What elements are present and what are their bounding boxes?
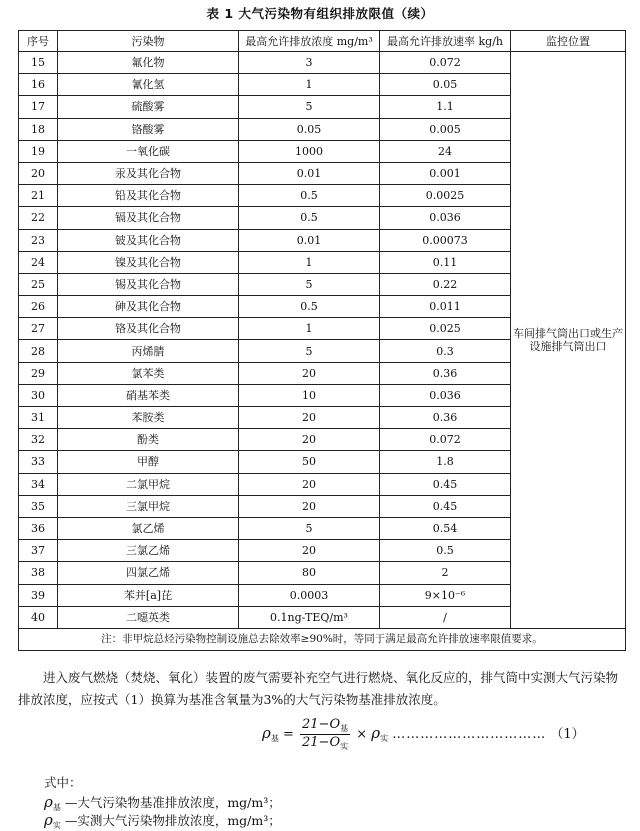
cell-concentration: 20	[239, 429, 380, 451]
cell-concentration: 1	[239, 318, 380, 340]
cell-pollutant: 氟化物	[58, 52, 239, 74]
cell-rate: 0.0025	[380, 185, 511, 207]
cell-no: 28	[19, 340, 58, 362]
cell-pollutant: 三氯乙烯	[58, 540, 239, 562]
cell-rate: 1.8	[380, 451, 511, 473]
cell-concentration: 0.0003	[239, 584, 380, 606]
cell-concentration: 20	[239, 407, 380, 429]
cell-rate: 0.45	[380, 473, 511, 495]
cell-concentration: 80	[239, 562, 380, 584]
cell-pollutant: 苯胺类	[58, 407, 239, 429]
cell-no: 15	[19, 52, 58, 74]
table-row	[19, 52, 626, 74]
cell-concentration: 20	[239, 473, 380, 495]
cell-no: 22	[19, 207, 58, 229]
cell-no: 32	[19, 429, 58, 451]
header-concentration: 最高允许排放浓度 mg/m³	[239, 31, 380, 52]
cell-no: 37	[19, 540, 58, 562]
header-rate: 最高允许排放速率 kg/h	[380, 31, 511, 52]
cell-rate: 0.036	[380, 207, 511, 229]
cell-concentration: 0.5	[239, 207, 380, 229]
cell-rate: 0.45	[380, 495, 511, 517]
formula-rhs-sub: 实	[380, 734, 389, 743]
cell-no: 21	[19, 185, 58, 207]
cell-rate: 0.005	[380, 118, 511, 140]
definition-rho-base: $\rho_基$ —大气污染物基准排放浓度，mg/m³；	[44, 793, 281, 812]
header-monitor: 监控位置	[511, 31, 626, 52]
formula-number: （1）	[550, 727, 585, 742]
cell-rate: 2	[380, 562, 511, 584]
cell-rate: /	[380, 606, 511, 628]
table-header-row	[19, 31, 626, 52]
cell-rate: 0.00073	[380, 229, 511, 251]
cell-concentration: 0.1ng-TEQ/m³	[239, 606, 380, 628]
cell-pollutant: 锡及其化合物	[58, 273, 239, 295]
cell-pollutant: 硫酸雾	[58, 96, 239, 118]
cell-no: 38	[19, 562, 58, 584]
cell-rate: 1.1	[380, 96, 511, 118]
cell-concentration: 20	[239, 362, 380, 384]
conversion-paragraph: 进入废气燃烧（焚烧、氧化）装置的废气需要补充空气进行燃烧、氧化反应的，排气筒中实测大气污染物排放浓度，应按式（1）换算为基准含氧量为3%的大气污染物基准排放浓度。	[18, 670, 619, 707]
cell-no: 23	[19, 229, 58, 251]
table-caption: 表 1 大气污染物有组织排放限值（续）	[206, 6, 434, 21]
cell-no: 24	[19, 251, 58, 273]
cell-concentration: 1000	[239, 140, 380, 162]
cell-no: 20	[19, 162, 58, 184]
cell-concentration: 0.05	[239, 118, 380, 140]
cell-pollutant: 硝基苯类	[58, 384, 239, 406]
cell-no: 19	[19, 140, 58, 162]
cell-pollutant: 酚类	[58, 429, 239, 451]
definition-rho-measured: $\rho_实$ —实测大气污染物排放浓度，mg/m³；	[44, 811, 281, 830]
cell-concentration: 1	[239, 251, 380, 273]
formula-rhs: ρ	[371, 724, 381, 742]
cell-pollutant: 镍及其化合物	[58, 251, 239, 273]
cell-rate: 0.5	[380, 540, 511, 562]
formula-times: ×	[356, 727, 368, 742]
cell-concentration: 5	[239, 273, 380, 295]
cell-no: 18	[19, 118, 58, 140]
cell-monitor-location: 车间排气筒出口或生产设施排气筒出口	[511, 52, 626, 629]
cell-rate: 0.11	[380, 251, 511, 273]
cell-pollutant: 苯并[a]芘	[58, 584, 239, 606]
header-pollutant: 污染物	[58, 31, 239, 52]
formula-1	[262, 717, 622, 767]
cell-no: 36	[19, 517, 58, 539]
header-no: 序号	[19, 31, 58, 52]
cell-pollutant: 铬及其化合物	[58, 318, 239, 340]
formula-lhs: ρ	[262, 724, 271, 742]
cell-rate: 0.3	[380, 340, 511, 362]
emission-limits-table	[18, 30, 626, 651]
cell-no: 34	[19, 473, 58, 495]
cell-pollutant: 铍及其化合物	[58, 229, 239, 251]
cell-no: 39	[19, 584, 58, 606]
cell-no: 25	[19, 273, 58, 295]
cell-concentration: 20	[239, 540, 380, 562]
formula-lhs-sub: 基	[270, 734, 279, 743]
cell-concentration: 20	[239, 495, 380, 517]
formula-numerator: $21-O_基$	[302, 717, 349, 733]
cell-concentration: 0.01	[239, 162, 380, 184]
cell-pollutant: 四氯乙烯	[58, 562, 239, 584]
table-note-row	[19, 628, 626, 650]
cell-rate: 24	[380, 140, 511, 162]
cell-rate: 0.001	[380, 162, 511, 184]
cell-concentration: 0.5	[239, 296, 380, 318]
cell-pollutant: 铬酸雾	[58, 118, 239, 140]
cell-rate: 0.036	[380, 384, 511, 406]
cell-rate: 0.36	[380, 407, 511, 429]
cell-rate: 9×10⁻⁶	[380, 584, 511, 606]
cell-pollutant: 一氧化碳	[58, 140, 239, 162]
cell-concentration: 5	[239, 340, 380, 362]
cell-pollutant: 汞及其化合物	[58, 162, 239, 184]
cell-pollutant: 镉及其化合物	[58, 207, 239, 229]
cell-concentration: 5	[239, 517, 380, 539]
cell-rate: 0.072	[380, 429, 511, 451]
cell-pollutant: 氯苯类	[58, 362, 239, 384]
cell-concentration: 5	[239, 96, 380, 118]
cell-rate: 0.011	[380, 296, 511, 318]
cell-rate: 0.025	[380, 318, 511, 340]
cell-pollutant: 三氯甲烷	[58, 495, 239, 517]
cell-no: 30	[19, 384, 58, 406]
table-note: 注：非甲烷总烃污染物控制设施总去除效率≥90%时，等同于满足最高允许排放速率限值要求。	[19, 628, 626, 650]
cell-no: 35	[19, 495, 58, 517]
cell-rate: 0.36	[380, 362, 511, 384]
cell-pollutant: 氰化氢	[58, 74, 239, 96]
cell-concentration: 0.5	[239, 185, 380, 207]
cell-no: 40	[19, 606, 58, 628]
cell-pollutant: 铅及其化合物	[58, 185, 239, 207]
cell-no: 26	[19, 296, 58, 318]
cell-pollutant: 砷及其化合物	[58, 296, 239, 318]
cell-rate: 0.54	[380, 517, 511, 539]
cell-pollutant: 丙烯腈	[58, 340, 239, 362]
cell-no: 16	[19, 74, 58, 96]
cell-pollutant: 二噁英类	[58, 606, 239, 628]
cell-no: 33	[19, 451, 58, 473]
cell-no: 27	[19, 318, 58, 340]
cell-pollutant: 二氯甲烷	[58, 473, 239, 495]
cell-rate: 0.05	[380, 74, 511, 96]
formula-dots: ……………………………	[392, 727, 547, 742]
formula-denominator: $21-O_实$	[302, 735, 349, 751]
cell-pollutant: 甲醇	[58, 451, 239, 473]
cell-rate: 0.22	[380, 273, 511, 295]
cell-concentration: 1	[239, 74, 380, 96]
cell-no: 17	[19, 96, 58, 118]
where-label: 式中：	[44, 775, 82, 790]
cell-no: 29	[19, 362, 58, 384]
formula-equals: =	[282, 727, 294, 742]
cell-pollutant: 氯乙烯	[58, 517, 239, 539]
cell-concentration: 3	[239, 52, 380, 74]
cell-concentration: 10	[239, 384, 380, 406]
cell-rate: 0.072	[380, 52, 511, 74]
cell-no: 31	[19, 407, 58, 429]
formula-fraction	[300, 717, 350, 752]
cell-concentration: 50	[239, 451, 380, 473]
cell-concentration: 0.01	[239, 229, 380, 251]
